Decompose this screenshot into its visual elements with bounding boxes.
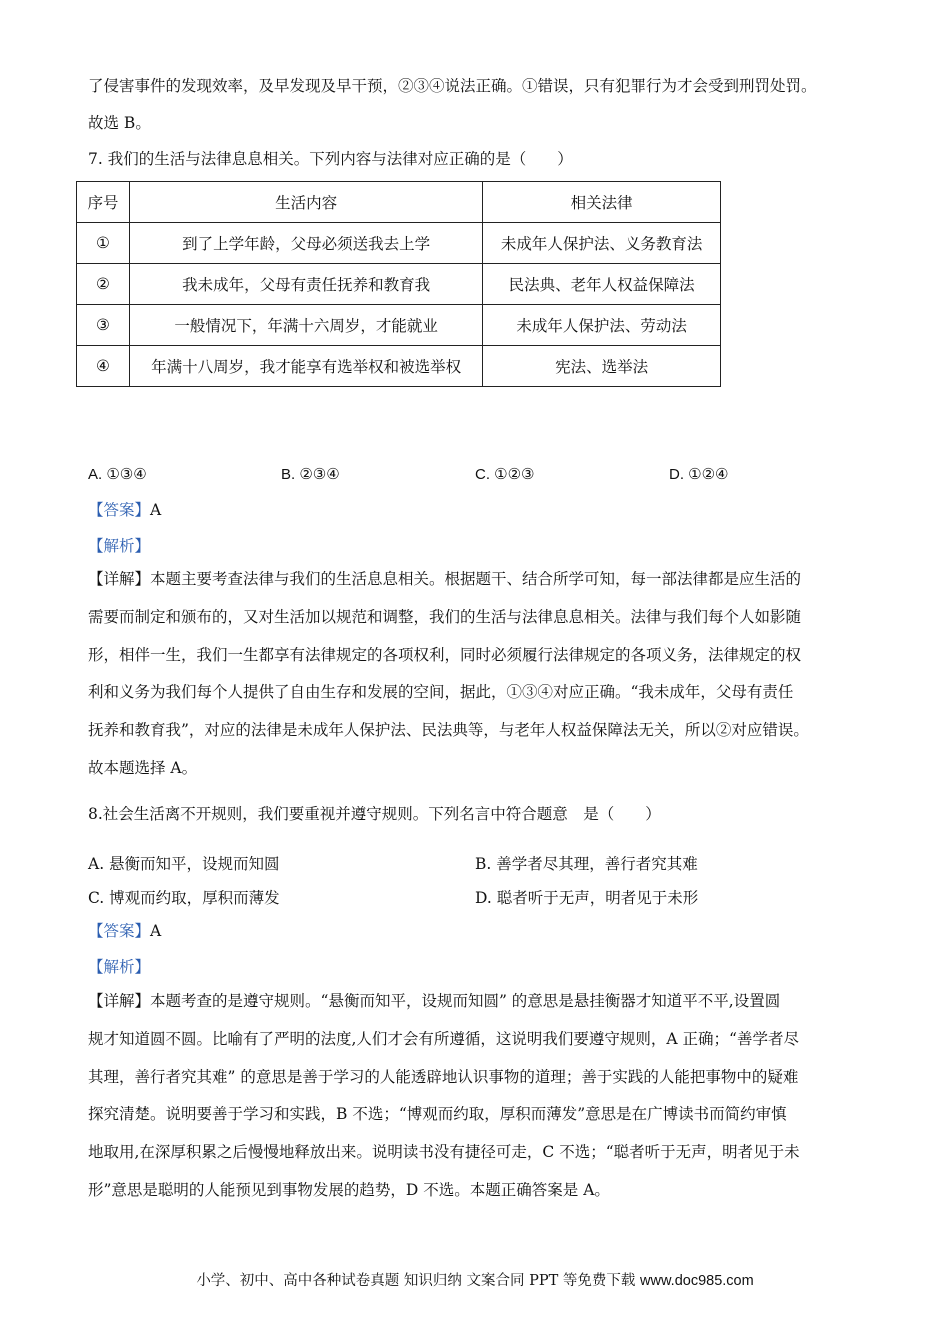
detail-line: 本题主要考查法律与我们的生活息息相关。根据题干、结合所学可知，每一部法律都是应生活的 xyxy=(150,570,802,588)
question-8-option-d: D. 聪者听于无声，明者见于未形 xyxy=(475,889,699,907)
page-footer xyxy=(0,1269,950,1290)
question-8-answer xyxy=(88,920,161,942)
detail-line: 地取用,在深厚积累之后慢慢地释放出来。说明读书没有捷径可走，C 不选；“聪者听于无声，明者见于未 xyxy=(88,1143,800,1162)
table-cell: 一般情况下，年满十六周岁，才能就业 xyxy=(129,305,482,346)
question-7-option-c: C. ①②③ xyxy=(475,466,535,483)
table-cell: 年满十八周岁，我才能享有选举权和被选举权 xyxy=(129,346,482,387)
table-row xyxy=(77,223,721,264)
question-7-option-b: B. ②③④ xyxy=(281,466,340,483)
detail-line: 其理，善行者究其难” 的意思是善于学习的人能透辟地认识事物的道理；善于实践的人能把事物中的疑难 xyxy=(88,1067,799,1086)
question-7-answer xyxy=(88,499,161,521)
question-7-table xyxy=(76,181,721,387)
detail-line: 探究清楚。说明要善于学习和实践，B 不选；“博观而约取，厚积而薄发”意思是在广博读书而简约审慎 xyxy=(88,1105,787,1124)
question-7-detail xyxy=(88,561,876,788)
detail-label: 【详解】 xyxy=(88,992,151,1010)
question-8-analysis-label: 【解析】 xyxy=(88,958,151,976)
question-8-option-a: A. 悬衡而知平，设规而知圆 xyxy=(88,855,280,873)
detail-line: 抚养和教育我”，对应的法律是未成年人保护法、民法典等，与老年人权益保障法无关，所以②对应错误。 xyxy=(88,721,809,740)
question-7-analysis-label: 【解析】 xyxy=(88,537,151,555)
table-header-cell: 生活内容 xyxy=(129,182,482,223)
table-cell: 未成年人保护法、义务教育法 xyxy=(483,223,721,264)
table-row xyxy=(77,264,721,305)
question-7-option-d: D. ①②④ xyxy=(669,466,729,483)
detail-line: 利和义务为我们每个人提供了自由生存和发展的空间，据此，①③④对应正确。“我未成年，父母有责任 xyxy=(88,683,794,702)
detail-line: 需要而制定和颁布的，又对生活加以规范和调整，我们的生活与法律息息相关。法律与我们每个人如影随 xyxy=(88,607,802,626)
question-7-option-a: A. ①③④ xyxy=(88,466,147,483)
table-row xyxy=(77,305,721,346)
question-7-stem: 7. 我们的生活与法律息息相关。下列内容与法律对应正确的是（ ） xyxy=(88,150,573,168)
detail-line: 形”意思是聪明的人能预见到事物发展的趋势，D 不选。本题正确答案是 A。 xyxy=(88,1180,610,1199)
table-cell: 宪法、选举法 xyxy=(483,346,721,387)
prev-answer-line-1: 了侵害事件的发现效率，及早发现及早干预，②③④说法正确。①错误，只有犯罪行为才会受到刑罚处罚。 xyxy=(88,77,817,95)
question-8-option-b: B. 善学者尽其理，善行者究其难 xyxy=(475,855,698,873)
answer-label: 【答案】 xyxy=(88,501,151,519)
table-header-cell: 相关法律 xyxy=(483,182,721,223)
detail-line: 规才知道圆不圆。比喻有了严明的法度,人们才会有所遵循，这说明我们要遵守规则，A 正确；“善学者尽 xyxy=(88,1029,799,1048)
answer-value: A xyxy=(150,922,162,940)
table-cell: 我未成年，父母有责任抚养和教育我 xyxy=(129,264,482,305)
table-cell: 未成年人保护法、劳动法 xyxy=(483,305,721,346)
question-8-detail xyxy=(88,983,876,1210)
question-8-stem: 8.社会生活离不开规则，我们要重视并遵守规则。下列名言中符合题意 是（ ） xyxy=(88,805,661,823)
footer-url[interactable]: www.doc985.com xyxy=(640,1273,754,1289)
table-cell: ④ xyxy=(77,346,130,387)
question-8-option-c: C. 博观而约取，厚积而薄发 xyxy=(88,889,280,907)
table-cell: ① xyxy=(77,223,130,264)
table-header-row xyxy=(77,182,721,223)
answer-label: 【答案】 xyxy=(88,922,151,940)
detail-line: 本题考查的是遵守规则。“悬衡而知平，设规而知圆” 的意思是悬挂衡器才知道平不平,设置圆 xyxy=(150,992,781,1010)
table-header-cell: 序号 xyxy=(77,182,130,223)
table-cell: 到了上学年龄，父母必须送我去上学 xyxy=(129,223,482,264)
table-cell: ② xyxy=(77,264,130,305)
table-cell: ③ xyxy=(77,305,130,346)
detail-line: 形，相伴一生，我们一生都享有法律规定的各项权利，同时必须履行法律规定的各项义务，法律规定的权 xyxy=(88,645,802,664)
prev-answer-line-2: 故选 B。 xyxy=(88,114,151,132)
table-row xyxy=(77,346,721,387)
detail-label: 【详解】 xyxy=(88,570,151,588)
answer-value: A xyxy=(150,501,162,519)
table-cell: 民法典、老年人权益保障法 xyxy=(483,264,721,305)
detail-line: 故本题选择 A。 xyxy=(88,758,198,777)
footer-text: 小学、初中、高中各种试卷真题 知识归纳 文案合同 PPT 等免费下载 xyxy=(196,1273,636,1289)
